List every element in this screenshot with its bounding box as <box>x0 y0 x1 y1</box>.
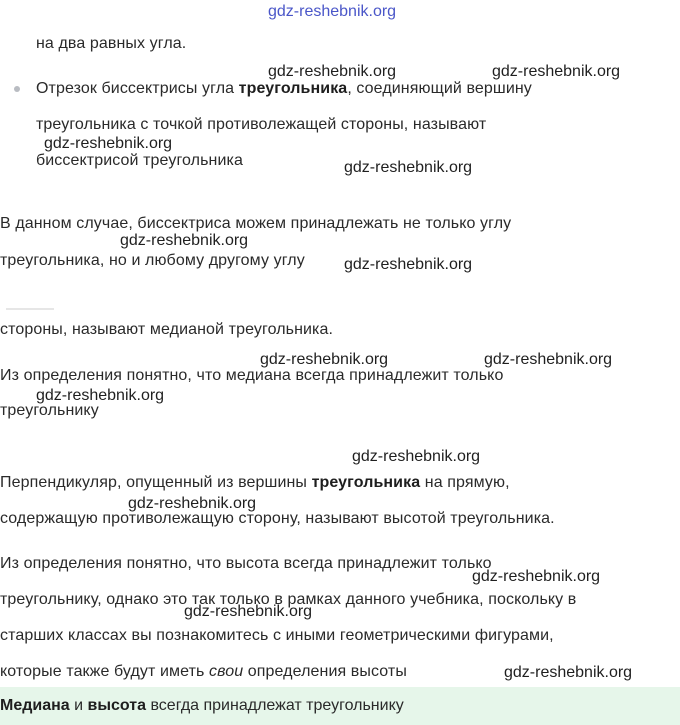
watermark: gdz-reshebnik.org <box>260 351 389 368</box>
paragraph-line: треугольнику, однако это так только в рамках данного учебника, поскольку в <box>0 591 577 608</box>
bold-term: высота <box>87 697 147 714</box>
watermark: gdz-reshebnik.org <box>36 387 165 404</box>
bullet-text-line <box>36 79 532 99</box>
watermark: gdz-reshebnik.org <box>484 351 613 368</box>
text-span: и <box>69 697 88 714</box>
divider <box>6 308 54 310</box>
paragraph-line <box>0 473 510 493</box>
text-span: определения высоты <box>243 663 407 680</box>
watermark: gdz-reshebnik.org <box>184 603 313 620</box>
watermark: gdz-reshebnik.org <box>492 63 621 80</box>
paragraph-line: на два равных угла. <box>36 35 187 52</box>
watermark: gdz-reshebnik.org <box>268 63 397 80</box>
paragraph-line: В данном случае, биссектриса можем принадлежать не только углу <box>0 215 512 232</box>
text-span: Отрезок биссектрисы угла <box>36 80 239 97</box>
bullet-icon <box>14 86 20 92</box>
text-span: всегда принадлежат треугольнику <box>146 697 404 714</box>
bullet-text-line: треугольника с точкой противолежащей стороны, называют <box>36 116 487 133</box>
watermark: gdz-reshebnik.org <box>344 256 473 273</box>
bullet-text-line: биссектрисой треугольника <box>36 152 243 169</box>
watermark: gdz-reshebnik.org <box>472 568 601 585</box>
watermark: gdz-reshebnik.org <box>352 448 481 465</box>
paragraph-line <box>0 662 407 682</box>
text-span: , соединяющий вершину <box>347 80 532 97</box>
bold-term: Медиана <box>0 697 70 714</box>
bold-term: треугольника <box>238 80 348 97</box>
highlight-banner-text <box>0 696 404 716</box>
text-span: Перпендикуляр, опущенный из вершины <box>0 474 312 491</box>
paragraph-line: треугольника, но и любому другому углу <box>0 252 305 269</box>
watermark-top: gdz-reshebnik.org <box>268 3 397 20</box>
paragraph-line: стороны, называют медианой треугольника. <box>0 321 334 338</box>
text-span: на прямую, <box>420 474 510 491</box>
watermark: gdz-reshebnik.org <box>128 495 257 512</box>
watermark: gdz-reshebnik.org <box>44 135 173 152</box>
paragraph-line: Из определения понятно, что медиана всегда принадлежит только <box>0 367 504 384</box>
watermark: gdz-reshebnik.org <box>120 232 249 249</box>
watermark: gdz-reshebnik.org <box>504 664 633 681</box>
watermark: gdz-reshebnik.org <box>344 159 473 176</box>
bold-term: треугольника <box>311 474 421 491</box>
italic-term: свои <box>209 663 244 680</box>
paragraph-line: старших классах вы познакомитесь с иными геометрическими фигурами, <box>0 627 554 644</box>
text-span: которые также будут иметь <box>0 663 210 680</box>
paragraph-line: треугольнику <box>0 402 99 419</box>
paragraph-line: содержащую противолежащую сторону, называют высотой треугольника. <box>0 510 555 527</box>
paragraph-line: Из определения понятно, что высота всегда принадлежит только <box>0 555 492 572</box>
